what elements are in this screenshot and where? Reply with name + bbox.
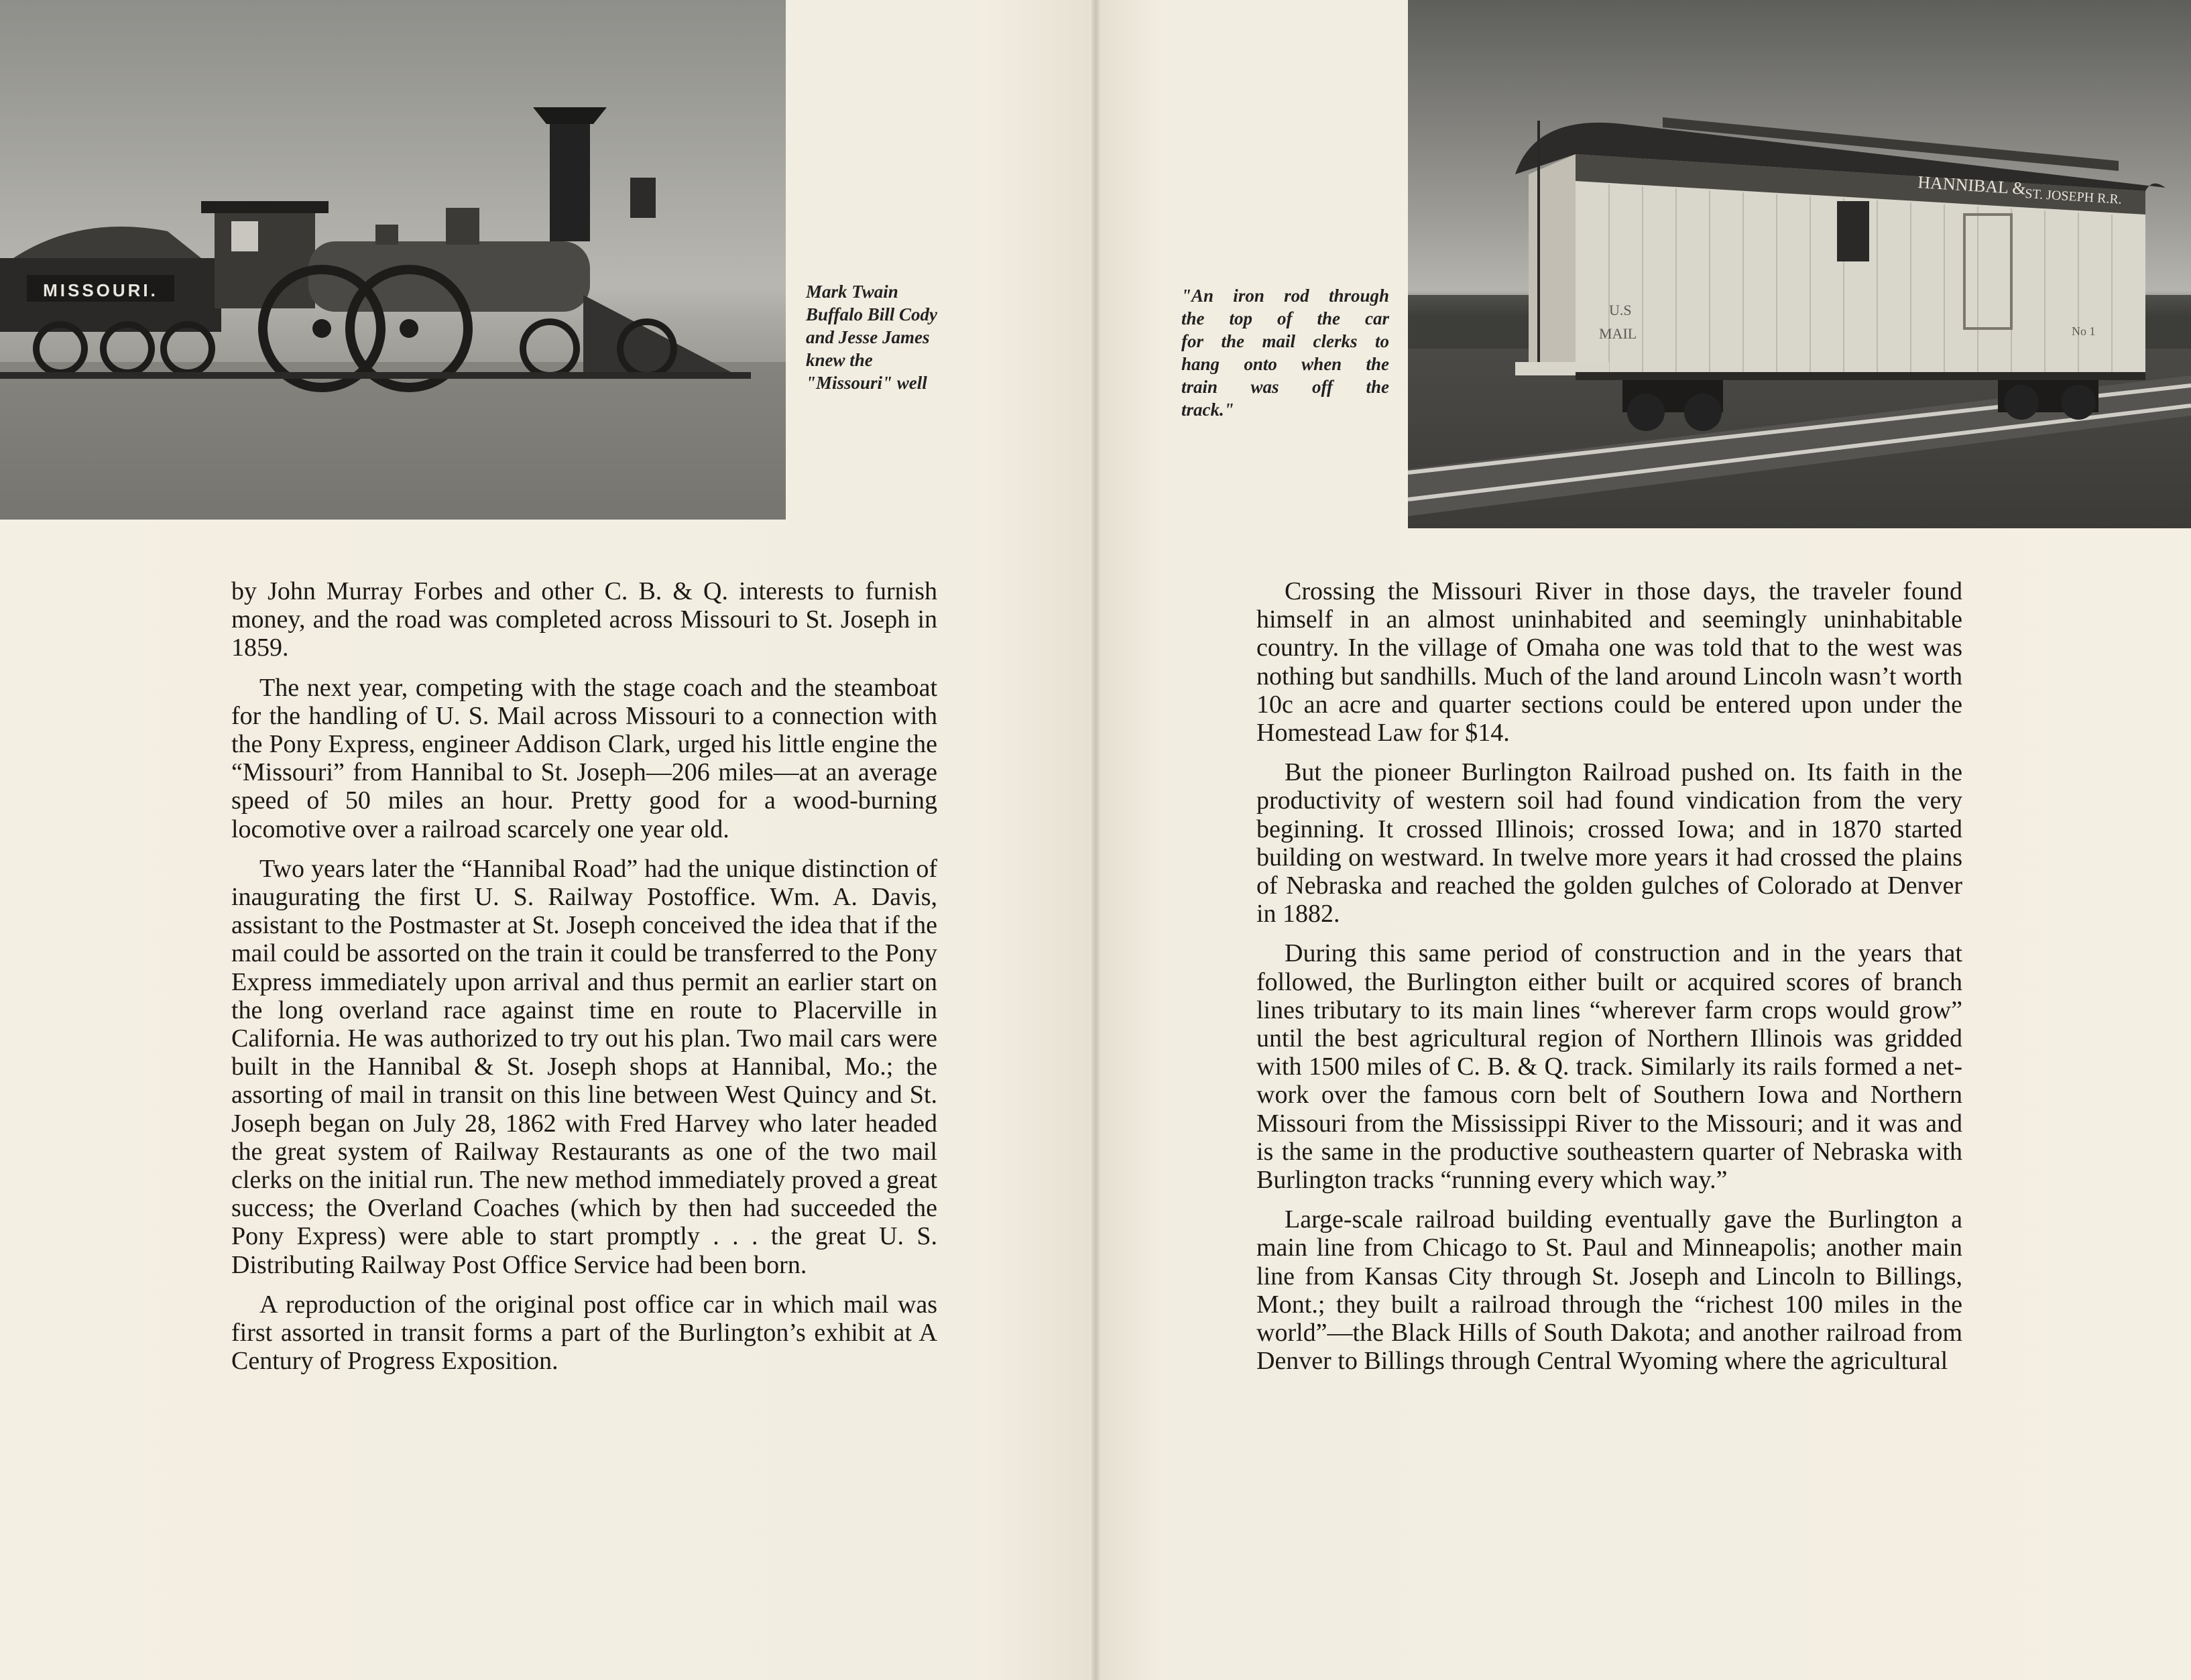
paragraph: A reproduction of the original post office car in which mail was first assorted in transit forms a part of the Burlington’s exhibit at A Century of Progress Exposition. bbox=[231, 1290, 937, 1376]
side-text-mail: MAIL bbox=[1599, 325, 1637, 342]
right-body-column bbox=[1256, 577, 1962, 1386]
caption-line: track." bbox=[1181, 400, 1234, 420]
side-text-us: U.S bbox=[1609, 302, 1632, 318]
mail-car-caption bbox=[1181, 284, 1389, 421]
locomotive-photo bbox=[0, 0, 786, 520]
caption-line: the top of the car bbox=[1181, 308, 1389, 328]
caption-line: "Missouri" well bbox=[806, 373, 927, 393]
paragraph: But the pioneer Burlington Railroad pushed on. Its faith in the productivity of western soil had found vindication from the very beginning. It crossed Illinois; crossed Iowa; and in 1870 started building on westward. In twelve more years it had crossed the plains of Nebraska and reached the golden gulches of Colorado at Denver in 1882. bbox=[1256, 758, 1962, 928]
caption-line: train was off the bbox=[1181, 377, 1389, 397]
paragraph: Crossing the Missouri River in those days, the traveler found himself in an almost uninhabited and seemingly uninhabitable country. In the village of Omaha one was told that to the west was nothing but sandhills. Much of the land around Lincoln wasn’t worth 10c an acre and quarter sections could be entered upon under the Homestead Law for $14. bbox=[1256, 577, 1962, 747]
caption-line: Buffalo Bill Cody bbox=[806, 304, 938, 324]
mail-car-photo bbox=[1408, 0, 2191, 528]
roof-lettering-left: HANNIBAL & bbox=[1917, 172, 2027, 198]
left-body-column bbox=[231, 577, 937, 1386]
paragraph: Two years later the “Hannibal Road” had the unique distinction of inaugurating the first U. S. Railway Postoffice. Wm. A. Davis, assistant to the Postmaster at St. Joseph conceived the idea that if the mail could be assorted on the train it could be transferred to the Pony Express immediately upon arrival and thus permit an earlier start on the long overland race against time en route to Placerville in California. He was authorized to try out his plan. Two mail cars were built in the Hannibal & St. Joseph shops at Hannibal, Mo.; the assorting of mail in transit on this line between West Quincy and St. Joseph began on July 28, 1862 with Fred Harvey who later headed the great system of Railway Restaurants as one of the two mail clerks on the initial run. The new method immediately proved a great success; the Overland Coaches (which by then had succeeded the Pony Express) were able to start promptly . . . the great U. S. Distributing Railway Post Office Service had been born. bbox=[231, 854, 937, 1279]
locomotive-caption bbox=[806, 280, 960, 394]
caption-line: knew the bbox=[806, 350, 873, 370]
paragraph: During this same period of construction and in the years that followed, the Burlington either built or acquired scores of branch lines tributary to its main lines “wherever farm crops would grow” until the best agricultural region of Northern Illinois was gridded with 1500 miles of C. B. & Q. track. Similarly its rails formed a net-work over the famous corn belt of Southern Iowa and Northern Missouri from the Mississippi River to the Missouri; and it was and is the same in the productive southeastern quarter of Nebraska with Burlington tracks “running every which way.” bbox=[1256, 939, 1962, 1195]
caption-line: Mark Twain bbox=[806, 282, 898, 302]
nameplate-text: MISSOURI. bbox=[43, 280, 158, 300]
paragraph: The next year, competing with the stage coach and the steamboat for the handling of U. S. Mail across Missouri to a connection with the Pony Express, engineer Addison Clark, urged his little engine the “Missouri” from Hannibal to St. Joseph—206 miles—at an average speed of 50 miles an hour. Pretty good for a wood-burning locomotive over a railroad scarcely one year old. bbox=[231, 673, 937, 843]
caption-line: for the mail clerks to bbox=[1181, 331, 1389, 351]
paragraph: Large-scale railroad building eventually gave the Burlington a main line from Chicago to St. Paul and Minneapolis; another main line from Kansas City through St. Joseph and Lincoln to Billings, Mont.; they built a railroad through the “richest 100 miles in the world”—the Black Hills of South Dakota; and another railroad from Denver to Billings through Central Wyoming where the agricultural bbox=[1256, 1205, 1962, 1376]
caption-line: hang onto when the bbox=[1181, 354, 1389, 374]
caption-line: "An iron rod through bbox=[1181, 286, 1389, 306]
paragraph: by John Murray Forbes and other C. B. & Q. interests to furnish money, and the road was completed across Missouri to St. Joseph in 1859. bbox=[231, 577, 937, 662]
roof-lettering-right: ST. JOSEPH R.R. bbox=[2024, 186, 2123, 207]
mail-car-illustration bbox=[1408, 0, 2191, 528]
car-number: No 1 bbox=[2072, 324, 2096, 338]
book-gutter bbox=[1091, 0, 1100, 1680]
caption-line: and Jesse James bbox=[806, 327, 930, 347]
locomotive-illustration bbox=[0, 0, 786, 520]
